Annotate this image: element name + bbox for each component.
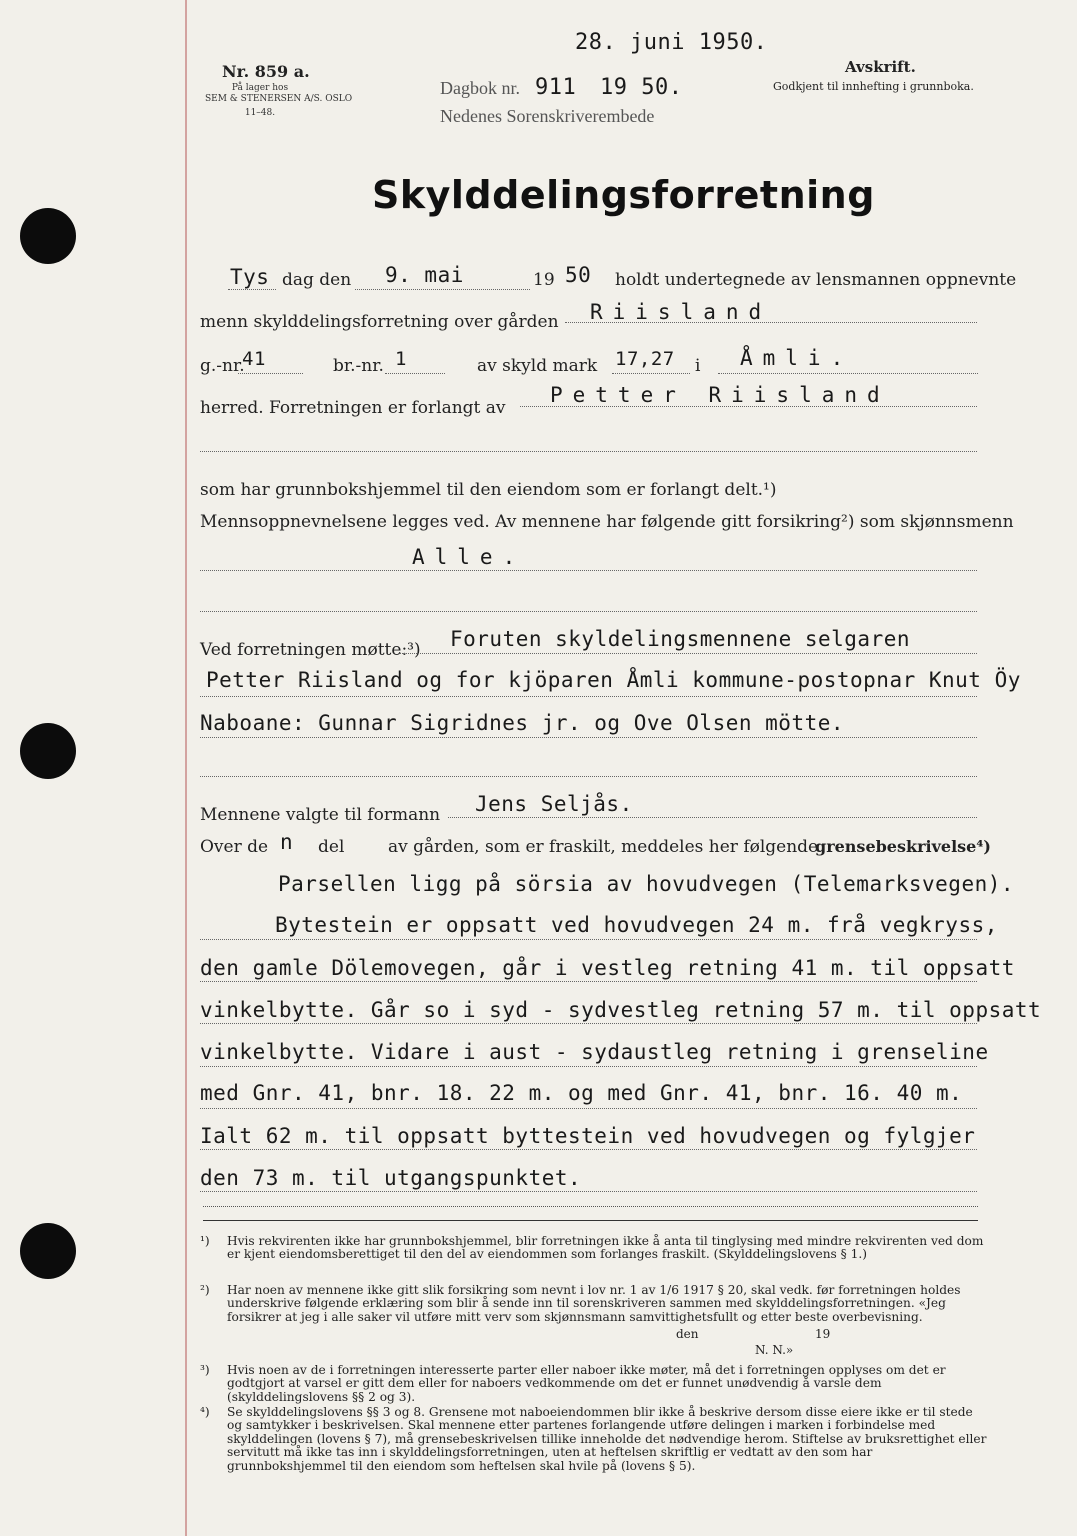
fill-line bbox=[238, 373, 303, 374]
footnote-text: Har noen av mennene ikke gitt slik forsikring som nevnt i lov nr. 1 av 1/6 1917 § 20, skal vedk. før forretningen holdes underskrive følgende erklæring som blir å sende inn til sorenskriveren sammen med skylddelingsforretningen. «Jeg forsikrer at jeg i alle saker vil utføre mitt verv som skjønnsmann samvittighetsfullt og etter beste overbevisning. bbox=[227, 1283, 961, 1324]
grense-label: grensebeskrivelse⁴) bbox=[815, 837, 991, 856]
motte-label: Ved forretningen møtte:³) bbox=[200, 640, 421, 660]
document-title: Skylddelingsforretning bbox=[372, 173, 875, 217]
fill-line bbox=[200, 981, 977, 982]
fill-line bbox=[200, 1066, 977, 1067]
footnote-2 bbox=[200, 1284, 990, 1364]
printer-date: 11–48. bbox=[244, 108, 276, 118]
date-stamp: 28. juni 1950. bbox=[575, 30, 768, 55]
description-line: Bytestein er oppsatt ved hovudvegen 24 m. frå vegkryss, bbox=[275, 913, 998, 937]
skjonnsmenn-value: Alle. bbox=[412, 545, 526, 569]
fill-line bbox=[200, 570, 977, 571]
footnote-4 bbox=[200, 1406, 990, 1476]
gnr-label: g.-nr. bbox=[200, 356, 245, 376]
footnote-year-label: 19 bbox=[815, 1327, 831, 1341]
fill-line bbox=[200, 696, 977, 697]
fill-line bbox=[200, 451, 977, 452]
dagbok-label: Dagbok nr. bbox=[440, 78, 520, 98]
fill-line bbox=[200, 1023, 977, 1024]
line1-text: holdt undertegnede av lensmannen oppnevnte bbox=[615, 270, 1017, 290]
requested-by: Petter Riisland bbox=[550, 383, 890, 407]
footnote-text: Se skylddelingslovens §§ 3 og 8. Grensene mot naboeiendommen blir ikke å beskrive dersom disse eiere ikke er til stede og samtykker i beskrivelsen. Skal mennene etter partenes forlangende utføre delingen i marken i forbindelse med skylddelingen (lovens § 7), må grensebeskrivelsen tillike inneholde det nødvendige herom. Stiftelse av bruksrettighet eller servitutt må ikke tas inn i skylddelingsforretningen, uten at heftelsen skriftlig er vedtatt av den som har grunnbokshjemmel til den eiendom som heftelsen skal hvile på (lovens § 5). bbox=[227, 1405, 987, 1473]
bnr-label: br.-nr. bbox=[333, 356, 384, 376]
weekday-value: Tys bbox=[230, 265, 270, 289]
fill-line bbox=[200, 939, 977, 940]
punch-hole bbox=[20, 208, 76, 264]
dag-den-label: dag den bbox=[282, 270, 352, 290]
fill-line bbox=[400, 653, 977, 654]
fill-line bbox=[385, 373, 445, 374]
line2-label: menn skylddelingsforretning over gården bbox=[200, 312, 559, 332]
footnote-number: ²) bbox=[200, 1283, 210, 1297]
hjemmel-text: som har grunnbokshjemmel til den eiendom som er forlangt delt.¹) bbox=[200, 480, 777, 500]
punch-hole bbox=[20, 1223, 76, 1279]
motte-line: Naboane: Gunnar Sigridnes jr. og Ove Olsen mötte. bbox=[200, 711, 845, 735]
footnote-number: ³) bbox=[200, 1363, 210, 1377]
copy-label: Avskrift. bbox=[845, 58, 916, 76]
formann-label: Mennene valgte til formann bbox=[200, 805, 441, 825]
description-line: den 73 m. til utgangspunktet. bbox=[200, 1166, 582, 1190]
description-line: den gamle Dölemovegen, går i vestleg retning 41 m. til oppsatt bbox=[200, 956, 1015, 980]
dagbok-number: 911 bbox=[535, 75, 577, 100]
grense-intro: av gården, som er fraskilt, meddeles her følgende bbox=[388, 837, 819, 857]
year-prefix: 19 bbox=[533, 270, 555, 290]
fill-line bbox=[200, 1149, 977, 1150]
skyld-value: 17,27 bbox=[615, 348, 675, 370]
over-de-value: n bbox=[280, 830, 294, 854]
printer-line: På lager hos bbox=[231, 83, 289, 93]
fill-line bbox=[200, 611, 977, 612]
dagbok-year: 19 50. bbox=[600, 75, 683, 100]
fill-line bbox=[565, 322, 977, 323]
footnote-signature: N. N.» bbox=[755, 1343, 794, 1357]
description-line: Parsellen ligg på sörsia av hovudvegen (Telemarksvegen). bbox=[278, 872, 1015, 896]
fill-line bbox=[718, 373, 978, 374]
del-label: del bbox=[318, 837, 345, 857]
footnote-text: Hvis noen av de i forretningen interesserte parter eller naboer ikke møter, må det i forretningen opplyses om det er godtgjort at varsel er gitt dem eller for naboers vedkommende om det er funnet unødvendig å varsle dem (skylddelingslovens §§ 2 og 3). bbox=[227, 1363, 946, 1404]
separator-line bbox=[203, 1206, 978, 1207]
herred-label: herred. Forretningen er forlangt av bbox=[200, 398, 506, 418]
footnote-den-label: den bbox=[676, 1327, 699, 1341]
mennsoppnevnelse-text: Mennsoppnevnelsene legges ved. Av mennene har følgende gitt forsikring²) som skjønnsmenn bbox=[200, 512, 1014, 532]
approval-note: Godkjent til innhefting i grunnboka. bbox=[773, 80, 974, 93]
fill-line bbox=[520, 406, 977, 407]
footnote-1 bbox=[200, 1235, 990, 1285]
description-line: vinkelbytte. Går so i syd - sydvestleg retning 57 m. til oppsatt bbox=[200, 998, 1042, 1022]
footnote-text: Hvis rekvirenten ikke har grunnbokshjemmel, blir forretningen ikke å anta til tinglysing med mindre rekvirenten ved dom er kjent eiendomsberettiget til den del av eiendommen som forlanges fraskilt. (Skylddelingslovens § 1.) bbox=[227, 1234, 984, 1262]
motte-line: Foruten skyldelingsmennene selgaren bbox=[450, 627, 911, 651]
fill-line bbox=[200, 737, 977, 738]
footnote-number: ¹) bbox=[200, 1234, 210, 1248]
description-line: Ialt 62 m. til oppsatt byttestein ved hovudvegen og fylgjer bbox=[200, 1124, 976, 1148]
farm-name: Riisland bbox=[590, 300, 772, 324]
office-stamp: Nedenes Sorenskriverembede bbox=[440, 106, 655, 126]
printer-name: SEM & STENERSEN A/S. OSLO bbox=[205, 94, 353, 104]
fill-line bbox=[448, 817, 977, 818]
year-value: 50 bbox=[565, 263, 592, 287]
footnote-separator bbox=[203, 1220, 978, 1221]
fill-line bbox=[612, 373, 690, 374]
description-line: med Gnr. 41, bnr. 18. 22 m. og med Gnr. 41, bnr. 16. 40 m. bbox=[200, 1081, 963, 1105]
gnr-value: 41 bbox=[242, 348, 266, 370]
description-line: vinkelbytte. Vidare i aust - sydaustleg retning i grenseline bbox=[200, 1040, 989, 1064]
form-number: Nr. 859 a. bbox=[222, 62, 310, 81]
bnr-value: 1 bbox=[395, 348, 407, 370]
punch-hole bbox=[20, 723, 76, 779]
i-label: i bbox=[695, 356, 701, 376]
fill-line bbox=[200, 1191, 977, 1192]
skyld-label: av skyld mark bbox=[477, 356, 598, 376]
formann-value: Jens Seljås. bbox=[475, 792, 633, 816]
fill-line bbox=[228, 289, 276, 290]
motte-line: Petter Riisland og for kjöparen Åmli kommune-postopnar Knut Öy bbox=[206, 668, 1021, 692]
fill-line bbox=[355, 289, 530, 290]
fill-line bbox=[200, 776, 977, 777]
over-de-label: Over de bbox=[200, 837, 269, 857]
footnote-3 bbox=[200, 1364, 990, 1404]
fill-line bbox=[200, 1108, 977, 1109]
municipality-value: Åmli. bbox=[740, 346, 854, 370]
date-value: 9. mai bbox=[385, 263, 464, 287]
footnote-number: ⁴) bbox=[200, 1405, 210, 1419]
margin-line bbox=[185, 0, 187, 1536]
